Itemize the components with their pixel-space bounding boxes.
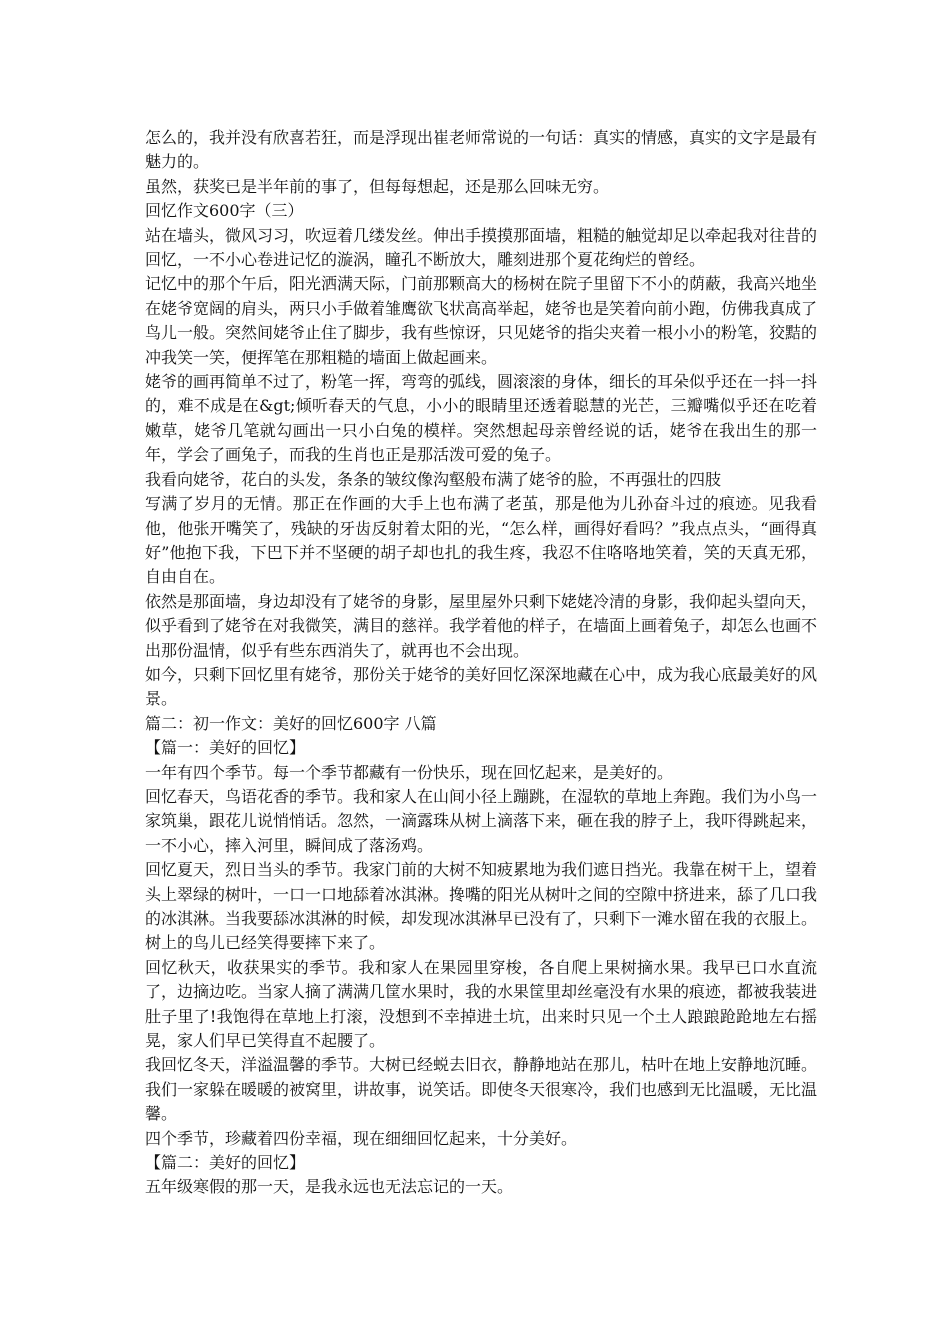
paragraph: 写满了岁月的无情。那正在作画的大手上也布满了老茧，那是他为儿孙奋斗过的痕迹。见我看他，他张开嘴笑了，残缺的牙齿反射着太阳的光，“怎么样，画得好看吗？”我点点头，“画得真好”他抱下我，下巴下并不坚硬的胡子却也扎的我生疼，我忍不住咯咯地笑着，笑的天真无邪，自由自在。 <box>145 494 817 587</box>
paragraph: 我看向姥爷，花白的头发，条条的皱纹像沟壑般布满了姥爷的脸，不再强壮的四肢 <box>145 469 722 489</box>
paragraph: 姥爷的画再简单不过了，粉笔一挥，弯弯的弧线，圆滚滚的身体，细长的耳朵似乎还在一抖一抖的，难不成是在&gt;倾听春天的气息，小小的眼睛里还透着聪慧的光芒，三瓣嘴似乎还在吃着嫩草，姥爷几笔就勾画出一只小白兔的模样。突然想起母亲曾经说的话，姥爷在我出生的那一年，学会了画兔子，而我的生肖也正是那活泼可爱的兔子。 <box>145 372 818 465</box>
paragraph: 虽然，获奖已是半年前的事了，但每每想起，还是那么回味无穷。 <box>145 176 610 196</box>
paragraph: 五年级寒假的那一天，是我永远也无法忘记的一天。 <box>145 1177 514 1197</box>
sub-heading: 【篇二：美好的回忆】 <box>145 1153 306 1173</box>
sub-heading: 【篇一：美好的回忆】 <box>145 738 306 758</box>
paragraph: 回忆夏天，烈日当头的季节。我家门前的大树不知疲累地为我们遮日挡光。我靠在树干上，望着头上翠绿的树叶，一口一口地舔着冰淇淋。搀嘴的阳光从树叶之间的空隙中挤进来，舔了几口我的冰淇淋。当我要舔冰淇淋的时候，却发现冰淇淋早已没有了，只剩下一滩水留在我的衣服上。树上的鸟儿已经笑得要摔下来了。 <box>145 860 818 953</box>
section-heading: 回忆作文600字（三） <box>145 201 304 221</box>
paragraph: 一年有四个季节。每一个季节都藏有一份快乐，现在回忆起来，是美好的。 <box>145 762 674 782</box>
paragraph: 回忆秋天，收获果实的季节。我和家人在果园里穿梭，各自爬上果树摘水果。我早已口水直流了，边摘边吃。当家人摘了满满几筐水果时，我的水果筐里却丝毫没有水果的痕迹，都被我装进肚子里了!我饱得在草地上打滚，没想到不幸掉进土坑，出来时只见一个土人踉踉跄跄地左右摇晃，家人们早已笑得直不起腰了。 <box>145 957 818 1051</box>
paragraph: 我回忆冬天，洋溢温馨的季节。大树已经蜕去旧衣，静静地站在那儿，枯叶在地上安静地沉睡。我们一家躲在暖暖的被窝里，讲故事，说笑话。即使冬天很寒冷，我们也感到无比温暖，无比温馨。 <box>145 1055 818 1124</box>
document-body <box>145 126 817 1200</box>
section-heading: 篇二：初一作文：美好的回忆600字 八篇 <box>145 713 437 733</box>
paragraph: 依然是那面墙，身边却没有了姥爷的身影，屋里屋外只剩下姥姥冷清的身影，我仰起头望向天，似乎看到了姥爷在对我微笑，满目的慈祥。我学着他的样子，在墙面上画着兔子，却怎么也画不出那份温情，似乎有些东西消失了，就再也不会出现。 <box>145 591 818 660</box>
paragraph: 如今，只剩下回忆里有姥爷，那份关于姥爷的美好回忆深深地藏在心中，成为我心底最美好的风景。 <box>145 664 818 709</box>
paragraph: 站在墙头，微风习习，吹逗着几缕发丝。伸出手摸摸那面墙，粗糙的触觉却足以牵起我对往昔的回忆，一不小心卷进记忆的漩涡，瞳孔不断放大，雕刻进那个夏花绚烂的曾经。 <box>145 225 818 270</box>
paragraph: 四个季节，珍藏着四份幸福，现在细细回忆起来，十分美好。 <box>145 1128 578 1148</box>
paragraph: 怎么的，我并没有欣喜若狂，而是浮现出崔老师常说的一句话：真实的情感，真实的文字是最有魅力的。 <box>145 128 818 172</box>
paragraph: 记忆中的那个午后，阳光洒满天际，门前那颗高大的杨树在院子里留下不小的荫蔽，我高兴地坐在姥爷宽阔的肩头，两只小手做着雏鹰欲飞状高高举起，姥爷也是笑着向前小跑，仿佛我真成了鸟儿一般。突然间姥爷止住了脚步，我有些惊讶，只见姥爷的指尖夹着一根小小的粉笔，狡黠的冲我笑一笑，便挥笔在那粗糙的墙面上做起画来。 <box>145 274 818 367</box>
paragraph: 回忆春天，鸟语花香的季节。我和家人在山间小径上蹦跳，在湿软的草地上奔跑。我们为小鸟一家筑巢，跟花儿说悄悄话。忽然，一滴露珠从树上滴落下来，砸在我的脖子上，我吓得跳起来，一不小心，摔入河里，瞬间成了落汤鸡。 <box>145 786 818 855</box>
